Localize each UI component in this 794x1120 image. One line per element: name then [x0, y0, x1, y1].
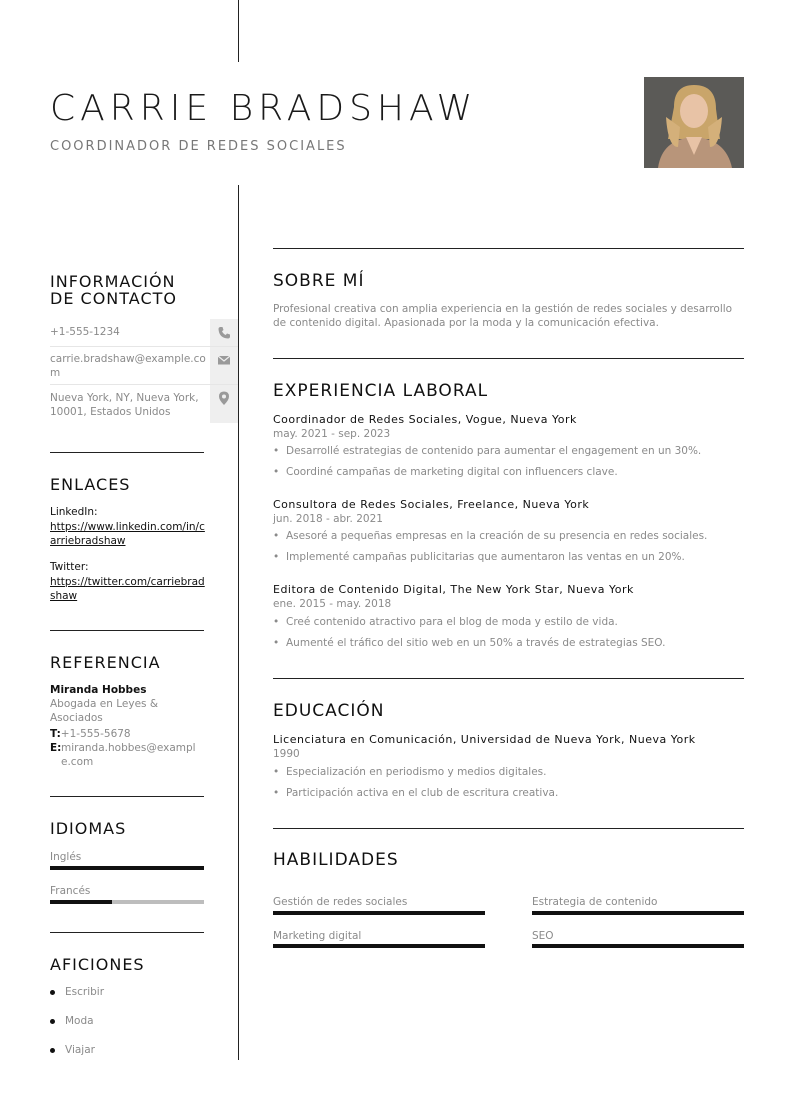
links-heading: ENLACES [50, 475, 131, 494]
bullet-dot [50, 1048, 55, 1053]
reference-email: miranda.hobbes@example.com [61, 742, 196, 768]
language-level-fill [50, 866, 204, 870]
contact-phone-row [50, 319, 238, 346]
bullet-dot [50, 1019, 55, 1024]
top-divider-line [238, 0, 239, 62]
reference-divider [50, 630, 204, 631]
phone-icon [216, 325, 232, 341]
reference-heading: REFERENCIA [50, 653, 161, 672]
job-bullet: • Aumenté el tráfico del sitio web en un 50% a través de estrategias SEO. [273, 637, 665, 649]
skill-level-fill [273, 944, 485, 948]
job-bullet: • Creé contenido atractivo para el blog de moda y estilo de vida. [273, 616, 618, 628]
job-title: Consultora de Redes Sociales, Freelance, Nueva York [273, 498, 590, 511]
education-divider [273, 678, 744, 679]
hobbies-divider [50, 932, 204, 933]
skills-heading: HABILIDADES [273, 850, 399, 870]
about-text: Profesional creativa con amplia experiencia en la gestión de redes sociales y desarrollo de contenido digital. Apasionada por la moda y la comunicación efectiva. [273, 303, 733, 329]
skill-level-bar [273, 944, 485, 948]
candidate-name: CARRIE BRADSHAW [50, 88, 478, 129]
bullet-dot [50, 990, 55, 995]
skill-label: Estrategia de contenido [532, 896, 658, 908]
reference-name: Miranda Hobbes [50, 684, 147, 696]
contact-heading [50, 273, 177, 307]
job-dates: jun. 2018 - abr. 2021 [273, 513, 383, 525]
twitter-link[interactable]: https://twitter.com/carriebradshaw [50, 576, 205, 602]
reference-phone-line [50, 727, 131, 741]
reference-phone: +1-555-5678 [60, 728, 131, 740]
contact-heading-line1: INFORMACIÓN [50, 272, 176, 291]
language-level-bar [50, 900, 204, 904]
skill-level-fill [273, 911, 485, 915]
contact-heading-line2: DE CONTACTO [50, 289, 177, 308]
job-dates: may. 2021 - sep. 2023 [273, 428, 391, 440]
skill-level-fill [532, 944, 744, 948]
job-dates: ene. 2015 - may. 2018 [273, 598, 392, 610]
education-bullet: • Participación activa en el club de escritura creativa. [273, 787, 558, 799]
education-title: Licenciatura en Comunicación, Universidad de Nueva York, Nueva York [273, 733, 696, 746]
job-bullet: • Desarrollé estrategias de contenido para aumentar el engagement en un 30%. [273, 445, 701, 457]
language-label: Francés [50, 885, 91, 897]
language-level-bar [50, 866, 204, 870]
reference-email-label: E: [50, 742, 62, 754]
education-bullet: • Especialización en periodismo y medios digitales. [273, 766, 546, 778]
language-level-fill [50, 900, 112, 904]
education-year: 1990 [273, 748, 300, 760]
education-heading: EDUCACIÓN [273, 701, 385, 721]
skill-label: SEO [532, 930, 554, 942]
about-heading: SOBRE MÍ [273, 271, 365, 291]
language-label: Inglés [50, 851, 82, 863]
skill-level-bar [273, 911, 485, 915]
contact-email: carrie.bradshaw@example.com [50, 353, 206, 379]
hobby-text: Viajar [65, 1044, 95, 1056]
linkedin-link[interactable]: https://www.linkedin.com/in/carriebradshaw [50, 521, 205, 547]
hobbies-heading: AFICIONES [50, 955, 145, 974]
contact-address: Nueva York, NY, Nueva York, 10001, Estados Unidos [50, 392, 199, 418]
location-pin-icon [216, 390, 232, 406]
languages-divider [50, 796, 204, 797]
links-divider [50, 452, 204, 453]
hobby-text: Moda [65, 1015, 94, 1027]
hobby-text: Escribir [65, 986, 105, 998]
hobby-item [50, 1044, 95, 1056]
job-bullet: • Asesoré a pequeñas empresas en la creación de su presencia en redes sociales. [273, 530, 707, 542]
reference-phone-label: T: [50, 728, 61, 740]
job-title: Coordinador de Redes Sociales, Vogue, Nueva York [273, 413, 577, 426]
column-divider-line [238, 185, 239, 1060]
twitter-label: Twitter: [50, 561, 89, 573]
envelope-icon [216, 352, 232, 368]
experience-heading: EXPERIENCIA LABORAL [273, 381, 489, 401]
hobby-item [50, 1015, 94, 1027]
reference-email-label-wrap [50, 741, 61, 755]
contact-address-row [50, 384, 238, 423]
linkedin-label: LinkedIn: [50, 506, 98, 518]
reference-title: Abogada en Leyes & Asociados [50, 698, 159, 724]
skill-level-fill [532, 911, 744, 915]
job-title: Editora de Contenido Digital, The New York Star, Nueva York [273, 583, 634, 596]
job-bullet: • Coordiné campañas de marketing digital con influencers clave. [273, 466, 618, 478]
about-divider [273, 248, 744, 249]
candidate-role: COORDINADOR DE REDES SOCIALES [50, 139, 347, 154]
contact-phone: +1-555-1234 [50, 326, 120, 338]
hobby-item [50, 986, 104, 998]
skill-level-bar [532, 944, 744, 948]
job-bullet: • Implementé campañas publicitarias que aumentaron las ventas en un 20%. [273, 551, 685, 563]
profile-photo [644, 77, 744, 168]
contact-email-row [50, 346, 238, 384]
skill-label: Gestión de redes sociales [273, 896, 408, 908]
skill-level-bar [532, 911, 744, 915]
skills-divider [273, 828, 744, 829]
experience-divider [273, 358, 744, 359]
skill-label: Marketing digital [273, 930, 362, 942]
languages-heading: IDIOMAS [50, 819, 127, 838]
